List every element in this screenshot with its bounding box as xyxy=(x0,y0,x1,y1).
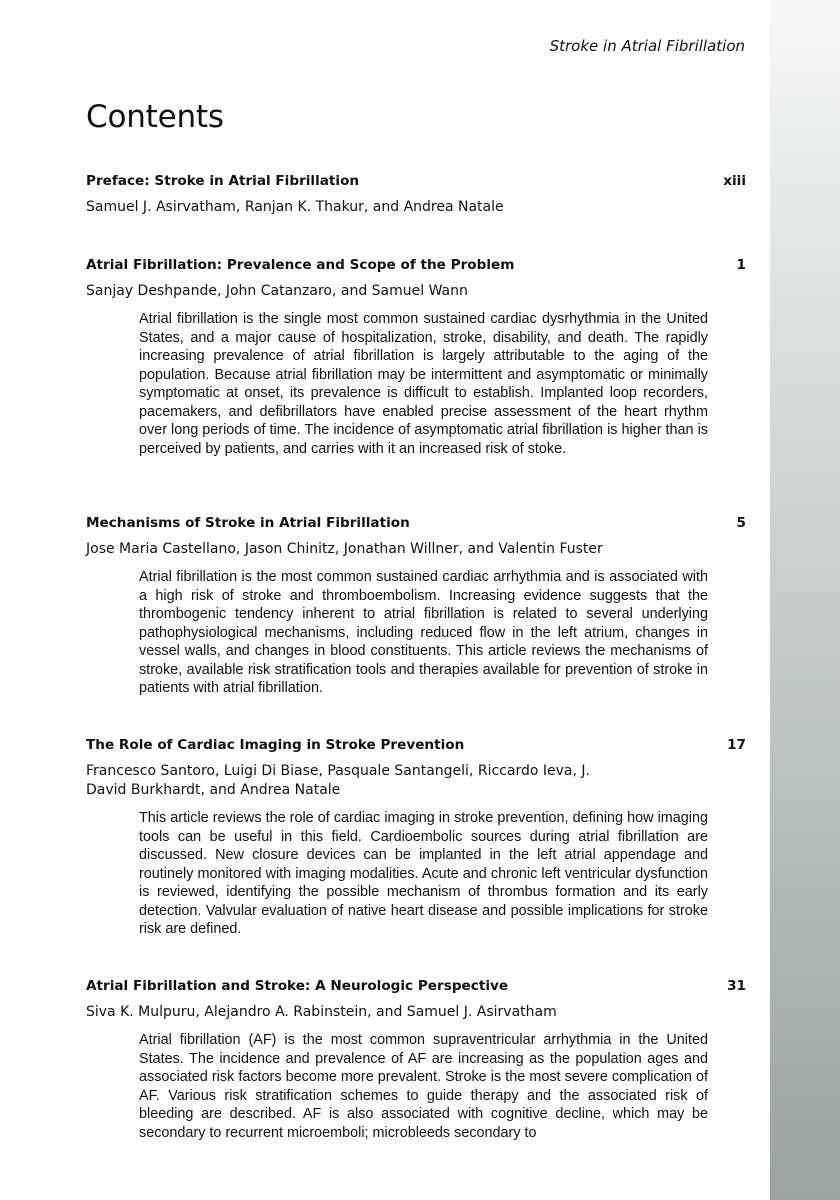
entry-authors: Samuel J. Asirvatham, Ranjan K. Thakur, and Andrea Natale xyxy=(86,199,504,215)
entry-page-number[interactable]: 31 xyxy=(727,978,746,994)
entry-title[interactable]: Preface: Stroke in Atrial Fibrillation xyxy=(86,173,360,189)
toc-entry-prevalence xyxy=(86,256,746,458)
entry-page-number[interactable]: xiii xyxy=(723,173,746,189)
entry-page-number[interactable]: 1 xyxy=(736,257,746,273)
page-title: Contents xyxy=(86,99,224,135)
toc-entry-preface xyxy=(86,172,746,217)
entry-title[interactable]: Atrial Fibrillation and Stroke: A Neurologic Perspective xyxy=(86,978,509,994)
side-color-band xyxy=(770,0,840,1200)
entry-title[interactable]: Atrial Fibrillation: Prevalence and Scope of the Problem xyxy=(86,257,515,273)
entry-title[interactable]: Mechanisms of Stroke in Atrial Fibrillation xyxy=(86,515,410,531)
entry-abstract: Atrial fibrillation (AF) is the most common supraventricular arrhythmia in the United States. The incidence and prevalence of AF are increasing as the population ages and associated risk factors become more prevalent. Stroke is the most severe complication of AF. Various risk stratification schemes to guide therapy and the associated risk of bleeding are described. AF is also associated with cognitive decline, which may be secondary to recurrent microemboli; microbleeds secondary to xyxy=(139,1032,708,1141)
running-header: Stroke in Atrial Fibrillation xyxy=(549,37,745,55)
entry-abstract: Atrial fibrillation is the most common sustained cardiac arrhythmia and is associated with a high risk of stroke and thromboembolism. Increasing evidence suggests that the thrombogenic tendency inherent to atrial fibrillation is related to several underlying pathophysiological mechanisms, including reduced flow in the left atrium, changes in vessel walls, and changes in blood constituents. This article reviews the mechanisms of stroke, available risk stratification tools and therapies available for prevention of stroke in patients with atrial fibrillation. xyxy=(139,569,708,696)
entry-abstract: This article reviews the role of cardiac imaging in stroke prevention, defining how imaging tools can be useful in this field. Cardioembolic sources during atrial fibrillation are discussed. New closure devices can be implanted in the left atrial appendage and routinely monitored with imaging modalities. Acute and chronic left ventricular dysfunction is reviewed, identifying the possible mechanism of thrombus formation and its early detection. Valvular evaluation of native heart disease and possible implications for stroke risk are defined. xyxy=(139,810,708,937)
entry-page-number[interactable]: 5 xyxy=(736,515,746,531)
entry-page-number[interactable]: 17 xyxy=(727,737,746,753)
entry-authors: Jose Maria Castellano, Jason Chinitz, Jonathan Willner, and Valentin Fuster xyxy=(86,541,603,557)
toc-entry-cardiac-imaging xyxy=(86,736,746,939)
toc-entry-mechanisms xyxy=(86,514,746,698)
entry-authors: Sanjay Deshpande, John Catanzaro, and Samuel Wann xyxy=(86,283,468,299)
entry-authors: Siva K. Mulpuru, Alejandro A. Rabinstein, and Samuel J. Asirvatham xyxy=(86,1004,557,1020)
entry-title[interactable]: The Role of Cardiac Imaging in Stroke Prevention xyxy=(86,737,465,753)
entry-authors: Francesco Santoro, Luigi Di Biase, Pasquale Santangeli, Riccardo Ieva, J. David Burkhardt, and Andrea Natale xyxy=(86,763,590,798)
entry-abstract: Atrial fibrillation is the single most common sustained cardiac dysrhythmia in the United States, and a major cause of hospitalization, stroke, disability, and death. The rapidly increasing prevalence of atrial fibrillation is largely attributable to the aging of the population. Because atrial fibrillation may be intermittent and asymptomatic or minimally symptomatic at onset, its prevalence is difficult to establish. Implanted loop recorders, pacemakers, and defibrillators have enabled precise assessment of the heart rhythm over long periods of time. The incidence of asymptomatic atrial fibrillation is higher than is perceived by patients, and carries with it an increased risk of stoke. xyxy=(139,311,708,457)
toc-entry-neurologic xyxy=(86,977,746,1142)
